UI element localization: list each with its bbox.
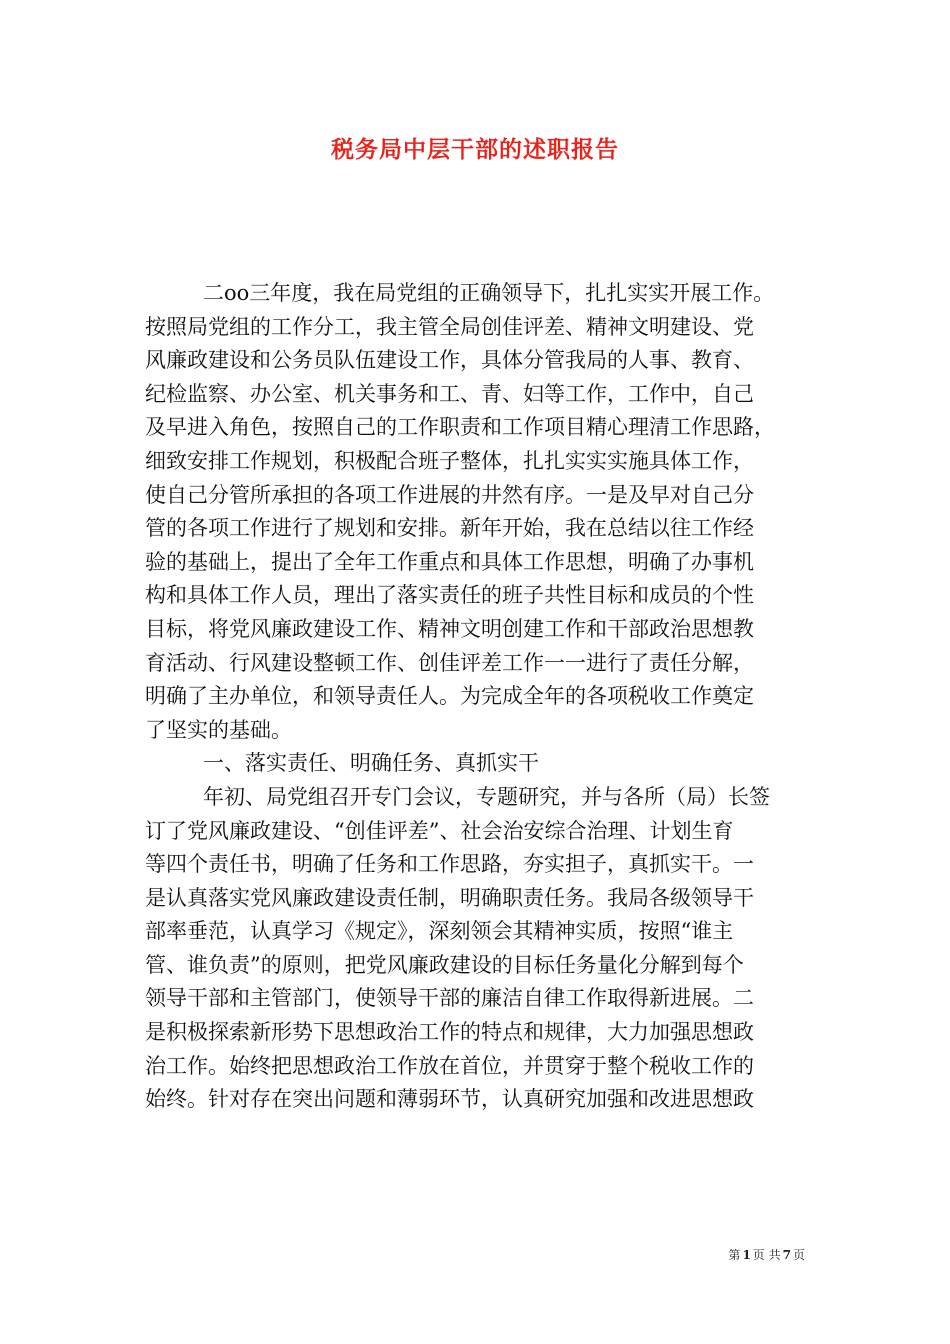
- paragraph-line: 及早进入角色，按照自己的工作职责和工作项目精心理清工作思路，: [145, 415, 775, 440]
- footer-middle: 页 共: [752, 1248, 781, 1262]
- paragraph-line: 使自己分管所承担的各项工作进展的井然有序。一是及早对自己分: [145, 482, 754, 507]
- paragraph-line: 领导干部和主管部门，使领导干部的廉洁自律工作取得新进展。二: [145, 986, 754, 1011]
- paragraph-line: 验的基础上，提出了全年工作重点和具体工作思想，明确了办事机: [145, 549, 754, 574]
- paragraph-line: 部率垂范，认真学习《规定》，深刻领会其精神实质，按照“谁主: [145, 919, 734, 944]
- document-body: [145, 277, 805, 1117]
- paragraph-line: 构和具体工作人员，理出了落实责任的班子共性目标和成员的个性: [145, 583, 754, 608]
- paragraph-line: 是认真落实党风廉政建设责任制，明确职责任务。我局各级领导干: [145, 885, 754, 910]
- paragraph-line: 始终。针对存在突出问题和薄弱环节，认真研究加强和改进思想政: [145, 1087, 754, 1112]
- paragraph-line: 风廉政建设和公务员队伍建设工作，具体分管我局的人事、教育、: [145, 348, 754, 373]
- current-page-number: 1: [742, 1248, 751, 1262]
- paragraph-line: 订了党风廉政建设、“创佳评差”、社会治安综合治理、计划生育: [145, 818, 734, 843]
- paragraph-line: 二oo三年度，我在局党组的正确领导下，扎扎实实开展工作。: [203, 281, 775, 305]
- footer-prefix: 第: [728, 1248, 741, 1262]
- footer-suffix: 页: [792, 1248, 805, 1262]
- paragraph-line: 等四个责任书，明确了任务和工作思路，夯实担子，真抓实干。一: [145, 852, 754, 877]
- paragraph-line: 治工作。始终把思想政治工作放在首位，并贯穿于整个税收工作的: [145, 1053, 754, 1078]
- paragraph-line: 按照局党组的工作分工，我主管全局创佳评差、精神文明建设、党: [145, 314, 754, 339]
- paragraph-line: 育活动、行风建设整顿工作、创佳评差工作一一进行了责任分解，: [145, 650, 754, 675]
- page-number-footer: [728, 1246, 805, 1264]
- document-title: 税务局中层干部的述职报告: [331, 136, 619, 163]
- section-heading: 一、落实责任、明确任务、真抓实干: [203, 751, 539, 776]
- paragraph-line: 明确了主办单位，和领导责任人。为完成全年的各项税收工作奠定: [145, 684, 754, 709]
- paragraph-line: 目标，将党风廉政建设工作、精神文明创建工作和干部政治思想教: [145, 616, 754, 641]
- paragraph-line: 了坚实的基础。: [145, 717, 292, 742]
- paragraph-line: 年初、局党组召开专门会议，专题研究，并与各所（局）长签: [203, 784, 770, 809]
- paragraph-line: 管、谁负责”的原则，把党风廉政建设的目标任务量化分解到每个: [145, 952, 744, 977]
- paragraph-line: 管的各项工作进行了规划和安排。新年开始，我在总结以往工作经: [145, 516, 754, 541]
- total-page-count: 7: [782, 1248, 791, 1262]
- paragraph-line: 是积极探索新形势下思想政治工作的特点和规律，大力加强思想政: [145, 1020, 754, 1045]
- paragraph-line: 细致安排工作规划，积极配合班子整体，扎扎实实实施具体工作，: [145, 448, 754, 473]
- paragraph-line: 纪检监察、办公室、机关事务和工、青、妇等工作，工作中，自己: [145, 381, 754, 406]
